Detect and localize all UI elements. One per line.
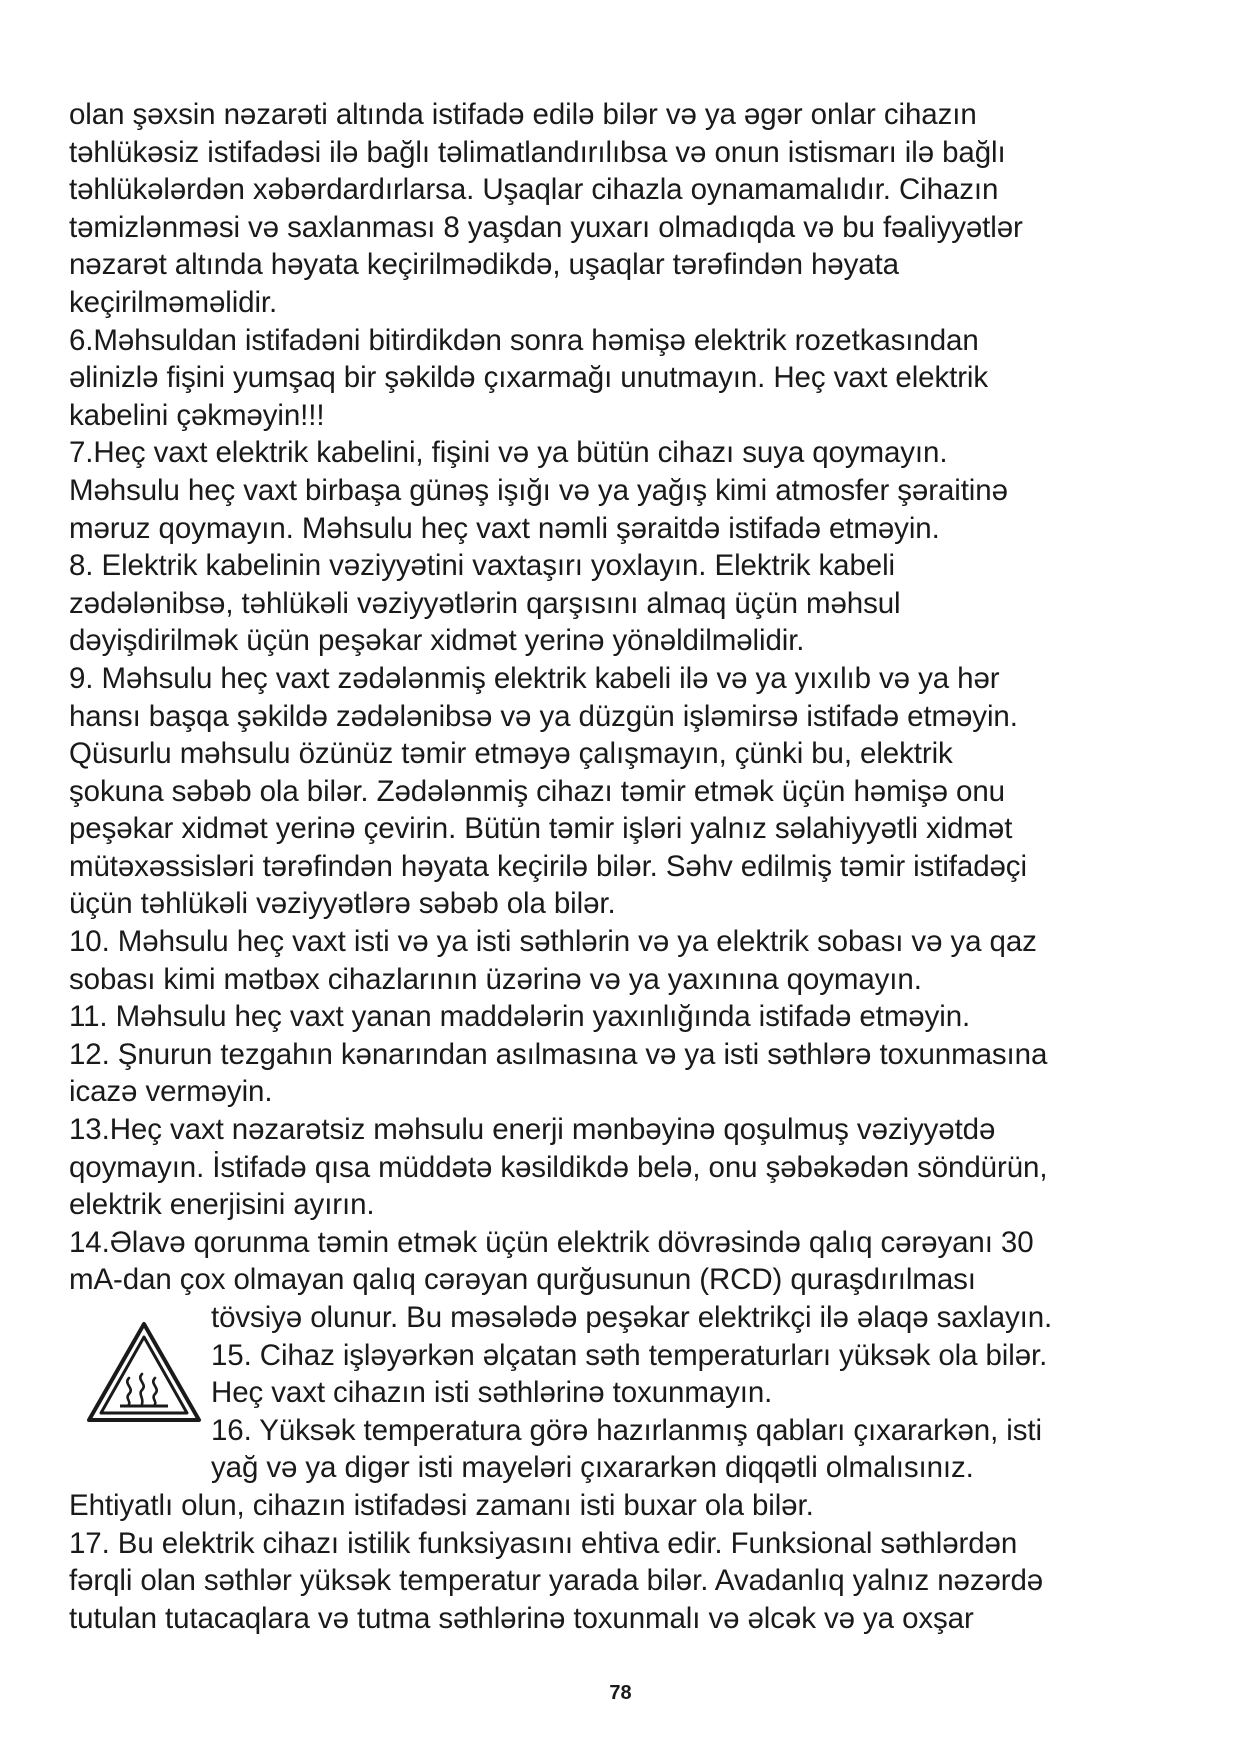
text-line: dəyişdirilmək üçün peşəkar xidmət yerinə yönəldilməlidir. xyxy=(69,624,805,658)
text-line: zədələnibsə, təhlükəli vəziyyətlərin qarşısını almaq üçün məhsul xyxy=(69,586,901,620)
text-line: 7.Heç vaxt elektrik kabelini, fişini və ya bütün cihazı suya qoymayın. xyxy=(69,436,948,470)
warning-text-line: tövsiyə olunur. Bu məsələdə peşəkar elektrikçi ilə əlaqə saxlayın. xyxy=(211,1301,1053,1334)
text-line: mA-dan çox olmayan qalıq cərəyan qurğusunun (RCD) quraşdırılması xyxy=(69,1263,976,1297)
text-line: keçirilməməlidir. xyxy=(69,285,278,319)
text-line: Qüsurlu məhsulu özünüz təmir etməyə çalışmayın, çünki bu, elektrik xyxy=(69,737,953,771)
text-line: mütəxəssisləri tərəfindən həyata keçirilə bilər. Səhv edilmiş təmir istifadəçi xyxy=(69,849,1027,883)
warning-text-line: Heç vaxt cihazın isti səthlərinə toxunmayın. xyxy=(211,1376,773,1410)
text-line: təhlükəsiz istifadəsi ilə bağlı təlimatlandırılıbsa və onun istismarı ilə bağlı xyxy=(69,135,1006,169)
text-line: nəzarət altında həyata keçirilmədikdə, uşaqlar tərəfindən həyata xyxy=(69,248,899,282)
text-line: olan şəxsin nəzarəti altında istifadə edilə bilər və ya əgər onlar cihazın xyxy=(69,98,977,131)
text-line: şokuna səbəb ola bilər. Zədələnmiş cihazı təmir etmək üçün həmişə onu xyxy=(69,774,1005,808)
warning-text-line: yağ və ya digər isti mayeləri çıxararkən diqqətli olmalısınız. xyxy=(211,1451,974,1485)
text-line: üçün təhlükəli vəziyyətlərə səbəb ola bilər. xyxy=(69,887,616,921)
closing-text-block xyxy=(69,1487,1189,1637)
text-line: 11. Məhsulu heç vaxt yanan maddələrin yaxınlığında istifadə etməyin. xyxy=(69,1000,971,1034)
text-line: qoymayın. İstifadə qısa müddətə kəsildikdə belə, onu şəbəkədən söndürün, xyxy=(69,1150,1048,1184)
text-line: fərqli olan səthlər yüksək temperatur yarada bilər. Avadanlıq yalnız nəzərdə xyxy=(69,1564,1044,1598)
text-line: tutulan tutacaqlara və tutma səthlərinə toxunmalı və əlcək və ya oxşar xyxy=(69,1601,974,1635)
text-line: məruz qoymayın. Məhsulu heç vaxt nəmli şəraitdə istifadə etməyin. xyxy=(69,511,940,545)
text-line: təhlükələrdən xəbərdardırlarsa. Uşaqlar cihazla oynamamalıdır. Cihazın xyxy=(69,173,999,207)
warning-text-block xyxy=(69,1299,1189,1487)
text-line: təmizlənməsi və saxlanması 8 yaşdan yuxarı olmadıqda və bu fəaliyyətlər xyxy=(69,210,1023,244)
text-line: kabelini çəkməyin!!! xyxy=(69,398,325,432)
text-line: 17. Bu elektrik cihazı istilik funksiyasını ehtiva edir. Funksional səthlərdən xyxy=(69,1526,1018,1560)
main-text-block xyxy=(69,96,1189,1299)
text-line: peşəkar xidmət yerinə çevirin. Bütün təmir işləri yalnız səlahiyyətli xidmət xyxy=(69,812,1013,846)
text-line: 14.Əlavə qorunma təmin etmək üçün elektrik dövrəsində qalıq cərəyanı 30 xyxy=(69,1225,1034,1259)
warning-text-line: 15. Cihaz işləyərkən əlçatan səth temperaturları yüksək ola bilər. xyxy=(211,1338,1048,1372)
text-line: Məhsulu heç vaxt birbaşa günəş işığı və ya yağış kimi atmosfer şəraitinə xyxy=(69,473,1008,507)
text-line: 8. Elektrik kabelinin vəziyyətini vaxtaşırı yoxlayın. Elektrik kabeli xyxy=(69,549,895,583)
text-line: 9. Məhsulu heç vaxt zədələnmiş elektrik kabeli ilə və ya yıxılıb və ya hər xyxy=(69,661,1000,695)
warning-text-line: 16. Yüksək temperatura görə hazırlanmış qabları çıxararkən, isti xyxy=(211,1413,1042,1447)
text-line: 12. Şnurun tezgahın kənarından asılmasına və ya isti səthlərə toxunmasına xyxy=(69,1037,1048,1071)
text-line: 6.Məhsuldan istifadəni bitirdikdən sonra həmişə elektrik rozetkasından xyxy=(69,323,979,357)
text-line: Ehtiyatlı olun, cihazın istifadəsi zamanı isti buxar ola bilər. xyxy=(69,1488,814,1522)
text-line: elektrik enerjisini ayırın. xyxy=(69,1188,375,1222)
document-body xyxy=(69,96,1189,1637)
text-line: 10. Məhsulu heç vaxt isti və ya isti səthlərin və ya elektrik sobası və ya qaz xyxy=(69,925,1037,959)
text-line: 13.Heç vaxt nəzarətsiz məhsulu enerji mənbəyinə qoşulmuş vəziyyətdə xyxy=(69,1113,996,1147)
text-line: sobası kimi mətbəx cihazlarının üzərinə və ya yaxınına qoymayın. xyxy=(69,962,922,996)
text-line: icazə verməyin. xyxy=(69,1075,273,1109)
hot-surface-warning-icon xyxy=(86,1320,202,1424)
page-number: 78 xyxy=(609,1682,632,1704)
text-line: hansı başqa şəkildə zədələnibsə və ya düzgün işləmirsə istifadə etməyin. xyxy=(69,699,1018,733)
text-line: əlinizlə fişini yumşaq bir şəkildə çıxarmağı unutmayın. Heç vaxt elektrik xyxy=(69,361,989,395)
